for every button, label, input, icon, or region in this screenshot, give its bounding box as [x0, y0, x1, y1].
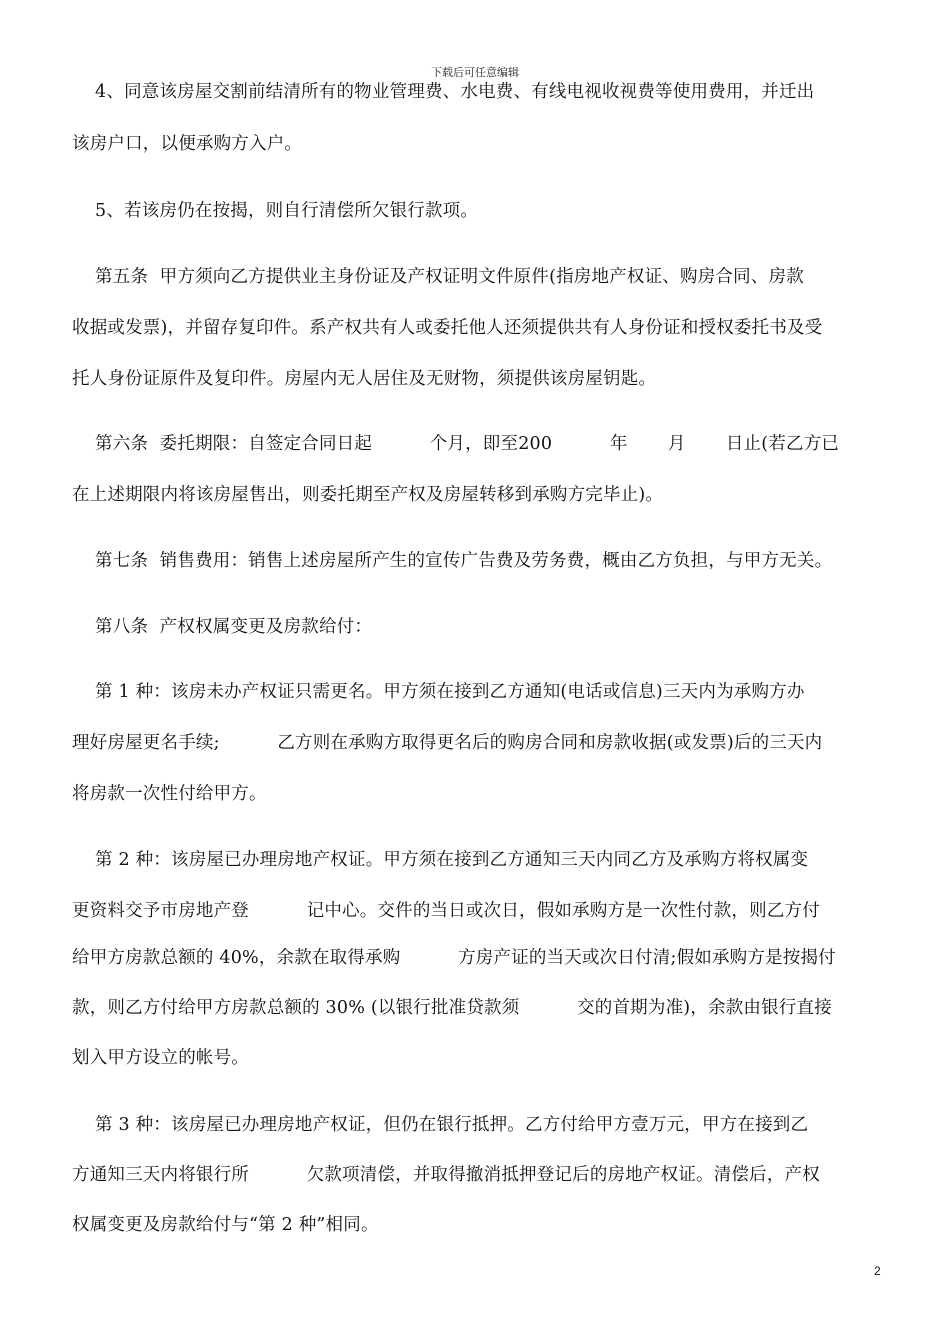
paragraph-line: 第 2 种：该房屋已办理房地产权证。甲方须在接到乙方通知三天内同乙方及承购方将权属变 [72, 850, 809, 870]
page-number: 2 [874, 1264, 881, 1278]
paragraph-line: 更资料交予市房地产登 记中心。交件的当日或次日，假如承购方是一次性付款，则乙方付 [72, 901, 820, 921]
paragraph-line: 第五条 甲方须向乙方提供业主身份证及产权证明文件原件(指房地产权证、购房合同、房款 [72, 267, 804, 287]
header-note: 下载后可任意编辑 [431, 66, 519, 79]
paragraph-line: 托人身份证原件及复印件。房屋内无人居住及无财物，须提供该房屋钥匙。 [72, 369, 657, 389]
paragraph-line: 第八条 产权权属变更及房款给付： [72, 617, 373, 637]
paragraph-line: 方通知三天内将银行所 欠款项清偿，并取得撤消抵押登记后的房地产权证。清偿后，产权 [72, 1165, 820, 1185]
paragraph-line: 款，则乙方付给甲方房款总额的 30% (以银行批准贷款须 交的首期为准)，余款由银行直接 [72, 998, 832, 1018]
paragraph-line: 该房户口，以便承购方入户。 [72, 134, 303, 154]
paragraph-line: 在上述期限内将该房屋售出，则委托期至产权及房屋转移到承购方完毕止)。 [72, 485, 664, 505]
paragraph-line: 理好房屋更名手续; 乙方则在承购方取得更名后的购房合同和房款收据(或发票)后的三天内 [72, 733, 823, 753]
paragraph-line: 权属变更及房款给付与“第 2 种”相同。 [72, 1215, 379, 1235]
paragraph-line: 4、同意该房屋交割前结清所有的物业管理费、水电费、有线电视收视费等使用费用，并迁出 [72, 82, 815, 102]
paragraph-line: 第六条 委托期限：自签定合同日起 个月，即至200 年 月 日止(若乙方已 [72, 434, 840, 454]
paragraph-line: 第 3 种：该房屋已办理房地产权证，但仍在银行抵押。乙方付给甲方壹万元，甲方在接到乙 [72, 1115, 809, 1135]
paragraph-line: 划入甲方设立的帐号。 [72, 1048, 249, 1068]
paragraph-line: 第 1 种：该房未办产权证只需更名。甲方须在接到乙方通知(电话或信息)三天内为承购方办 [72, 682, 805, 702]
paragraph-line: 给甲方房款总额的 40%，余款在取得承购 方房产证的当天或次日付清;假如承购方是按揭付 [72, 948, 836, 968]
paragraph-line: 将房款一次性付给甲方。 [72, 784, 267, 804]
paragraph-line: 第七条 销售费用：销售上述房屋所产生的宣传广告费及劳务费，概由乙方负担，与甲方无关。 [72, 551, 833, 571]
paragraph-line: 收据或发票)，并留存复印件。系产权共有人或委托他人还须提供共有人身份证和授权委托书及受 [72, 318, 823, 338]
paragraph-line: 5、若该房仍在按揭，则自行清偿所欠银行款项。 [72, 201, 479, 221]
